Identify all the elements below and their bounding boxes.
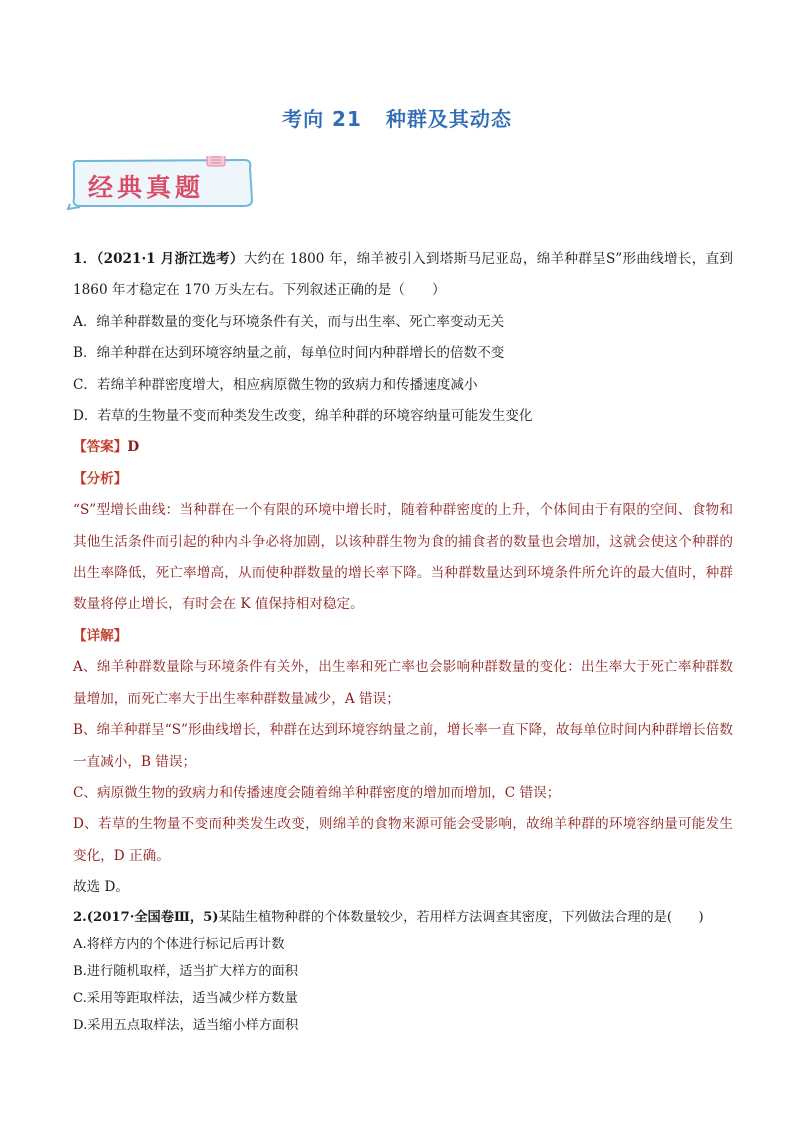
question-1-option-b: B．绵羊种群在达到环境容纳量之前，每单位时间内种群增长的倍数不变 [73,345,505,362]
banner-title: 经典真题 [88,173,205,202]
detail-d: D、若草的生物量不变而种类发生改变，则绵羊的食物来源可能会受影响，故绵羊种群的环境容纳量可能发生变化，D 正确。 [73,816,733,864]
analysis-text: “S”型增长曲线：当种群在一个有限的环境中增长时，随着种群密度的上升，个体间由于有限的空间、食物和其他生活条件而引起的种内斗争必将加剧，以该种群生物为食的捕食者的数量也会增加，这就会使这个种群的出生率降低，死亡率增高，从而使种群数量的增长率下降。当种群数量达到环境条件所允许的最大值时，种群数量将停止增长，有时会在 K 值保持相对稳定。 [73,502,733,613]
question-1-stem [73,244,733,307]
question-2-number: 2. [73,909,87,925]
answer-value: D [127,439,140,456]
question-1-option-a: A．绵羊种群数量的变化与环境条件有关，而与出生率、死亡率变动无关 [73,313,505,330]
content [73,244,733,1039]
question-2-option-c: C.采用等距取样法，适当减少样方数量 [73,990,298,1006]
question-1-option-d: D．若草的生物量不变而种类发生改变，绵羊种群的环境容纳量可能发生变化 [73,408,533,425]
detail-c: C、病原微生物的致病力和传播速度会随着绵羊种群密度的增加而增加，C 错误； [73,784,561,801]
question-2 [73,904,733,1039]
question-2-option-b: B.进行随机取样，适当扩大样方的面积 [73,963,298,979]
question-2-option-a: A.将样方内的个体进行标记后再计数 [73,936,285,952]
detail-label: 【详解】 [73,627,128,644]
question-1-number: 1． [73,251,97,267]
page-title [0,103,794,132]
analysis-label: 【分析】 [73,470,128,487]
question-2-text: 某陆生植物种群的个体数量较少，若用样方法调查其密度，下列做法合理的是( ) [218,909,704,925]
question-2-option-d: D.采用五点取样法，适当缩小样方面积 [73,1017,299,1033]
detail-a: A、绵羊种群数量除与环境条件有关外，出生率和死亡率也会影响种群数量的变化：出生率大于死亡率种群数量增加，而死亡率大于出生率种群数量减少，A 错误； [73,659,733,707]
detail-b: B、绵羊种群呈“S”形曲线增长，种群在达到环境容纳量之前，增长率一直下降，故每单位时间内种群增长倍数一直减小，B 错误； [73,722,733,770]
conclusion: 故选 D。 [73,879,130,896]
page-title-part1: 考向 21 [282,107,362,131]
answer-label: 【答案】 [73,439,128,456]
answer-line [73,432,733,463]
question-1-source: （2021·1 月浙江选考） [96,251,244,267]
question-1-option-c: C．若绵羊种群密度增大，相应病原微生物的致病力和传播速度减小 [73,376,478,393]
question-1-text: 大约在 1800 年，绵羊被引入到塔斯马尼亚岛，绵羊种群呈S”形曲线增长，直到 1860 年才稳定在 170 万头左右。下列叙述正确的是（ ） [73,251,733,299]
section-banner [66,156,256,210]
question-2-stem [73,904,733,931]
question-2-source: (2017·全国卷Ⅲ，5) [86,909,219,925]
page-title-part2: 种群及其动态 [385,107,512,131]
